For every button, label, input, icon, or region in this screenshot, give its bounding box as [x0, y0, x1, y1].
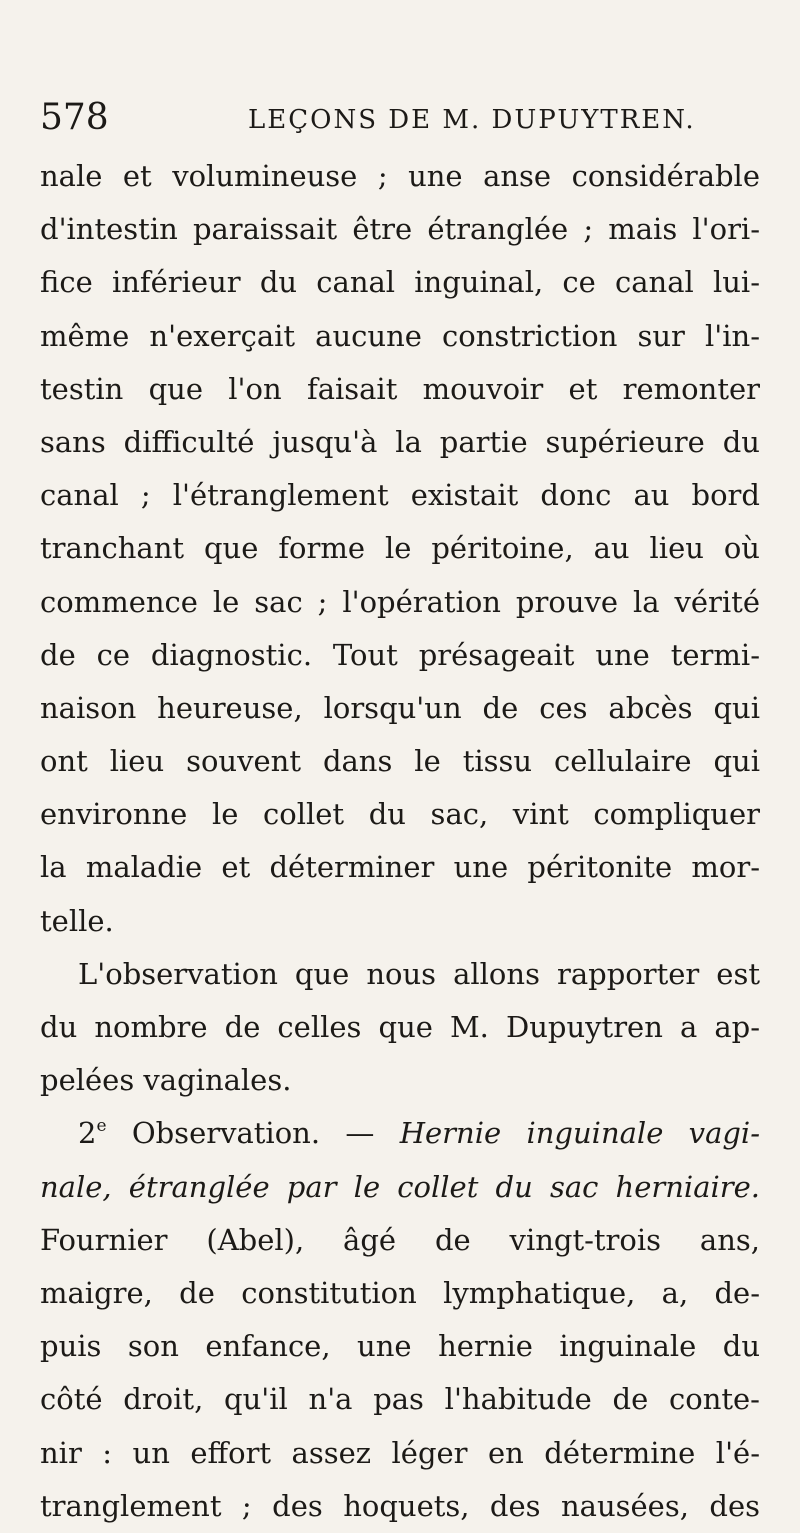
text-line: pelées vaginales.	[40, 1063, 292, 1098]
page-header	[40, 96, 760, 152]
text-line: L'observation que nous allons rapporter est	[78, 956, 760, 991]
text-line: nir : un effort assez léger en détermine l'é-	[40, 1435, 760, 1470]
observation-title: Hernie inguinale vagi-	[399, 1116, 760, 1151]
text-line: la maladie et déterminer une péritonite mor-	[40, 850, 760, 885]
text-line: puis son enfance, une hernie inguinale du	[40, 1329, 760, 1364]
text-line: tranchant que forme le péritoine, au lieu où	[40, 531, 760, 566]
text-line: Fournier (Abel), âgé de vingt-trois ans,	[40, 1222, 760, 1257]
observation-label: Observation. —	[106, 1116, 400, 1151]
text-line: ont lieu souvent dans le tissu cellulaire qui	[40, 744, 760, 779]
text-line: fice inférieur du canal inguinal, ce canal lui-	[40, 265, 760, 300]
running-head: LEÇONS DE M. DUPUYTREN.	[248, 105, 696, 135]
text-line: environne le collet du sac, vint compliquer	[40, 797, 760, 832]
ordinal-superscript: e	[96, 1116, 107, 1137]
text-line: même n'exerçait aucune constriction sur l'in-	[40, 318, 760, 353]
text-line: tranglement ; des hoquets, des nausées, des	[40, 1488, 760, 1523]
text-line: canal ; l'étranglement existait donc au bord	[40, 478, 760, 513]
text-line: côté droit, qu'il n'a pas l'habitude de conte-	[40, 1382, 760, 1417]
text-line: maigre, de constitution lymphatique, a, de-	[40, 1275, 760, 1310]
text-line: d'intestin paraissait être étranglée ; mais l'ori-	[40, 212, 760, 247]
body-text	[40, 150, 760, 1533]
text-line: naison heureuse, lorsqu'un de ces abcès qui	[40, 690, 760, 725]
text-line: testin que l'on faisait mouvoir et remonter	[40, 371, 760, 406]
observation-heading-line	[40, 1107, 760, 1160]
text-line: commence le sac ; l'opération prouve la vérité	[40, 584, 760, 619]
text-line: sans difficulté jusqu'à la partie supérieure du	[40, 424, 760, 459]
observation-title-line: nale, étranglée par le collet du sac herniaire.	[40, 1169, 760, 1204]
text-line: de ce diagnostic. Tout présageait une termi-	[40, 637, 760, 672]
text-line: du nombre de celles que M. Dupuytren a ap-	[40, 1010, 760, 1044]
page-number: 578	[40, 97, 109, 138]
text-line: telle.	[40, 903, 114, 938]
observation-number: 2	[78, 1116, 97, 1151]
text-line: nale et volumineuse ; une anse considérable	[40, 159, 760, 193]
